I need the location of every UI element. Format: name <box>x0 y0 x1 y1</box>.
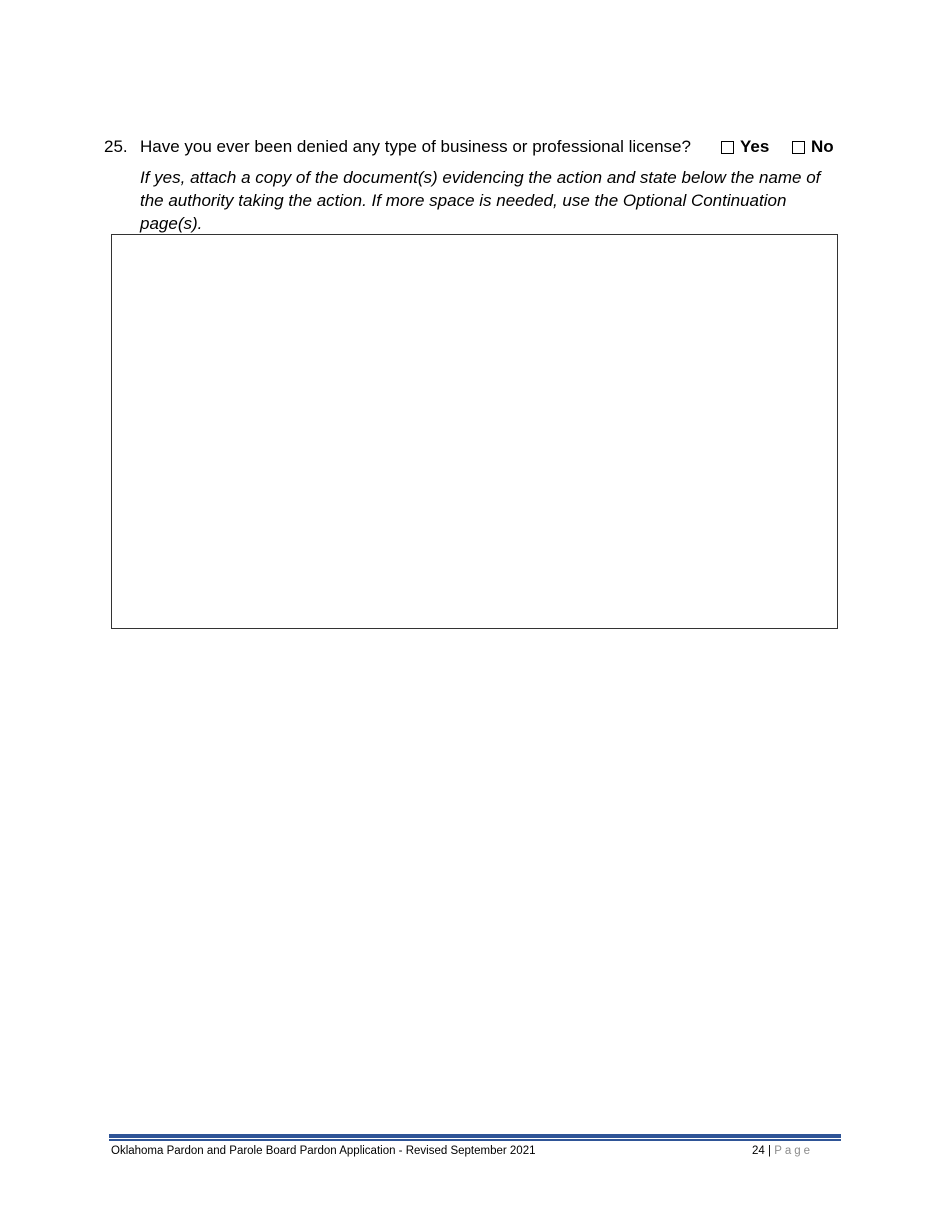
yes-option[interactable] <box>721 135 769 159</box>
no-checkbox[interactable] <box>792 141 805 154</box>
page-word: Page <box>774 1145 814 1157</box>
no-option[interactable] <box>792 135 834 159</box>
question-25 <box>104 135 840 159</box>
footer-page-indicator <box>752 1143 813 1159</box>
yes-checkbox[interactable] <box>721 141 734 154</box>
page-number: 24 <box>752 1145 765 1157</box>
question-text: Have you ever been denied any type of business or professional license? <box>140 137 691 156</box>
yes-label: Yes <box>740 137 770 156</box>
footer-document-title: Oklahoma Pardon and Parole Board Pardon Application - Revised September 2021 <box>111 1145 536 1157</box>
page-separator: | <box>768 1145 771 1157</box>
no-label: No <box>811 137 834 156</box>
question-number: 25. <box>104 137 128 156</box>
footer-divider <box>109 1134 841 1141</box>
question-instructions: If yes, attach a copy of the document(s) evidencing the action and state below the name of the authority taking the action. If more space is needed, use the Optional Continuation page(s). <box>140 168 821 233</box>
answer-text-area[interactable] <box>111 234 838 629</box>
